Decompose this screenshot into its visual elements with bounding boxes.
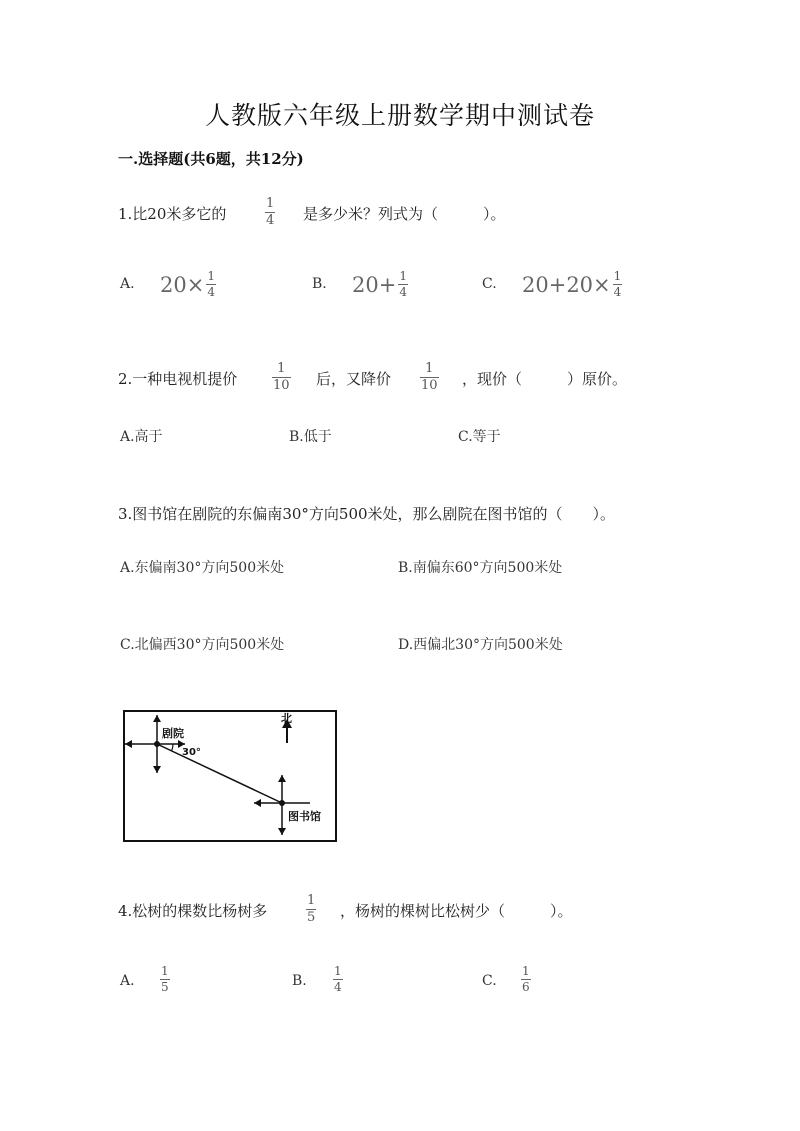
- arrow-north-icon: [278, 775, 286, 782]
- section-heading: 一.选择题(共6题，共12分): [118, 150, 304, 168]
- fraction-numerator: 1: [613, 269, 622, 283]
- fraction-numerator: 1: [161, 964, 169, 978]
- expression-fraction: [613, 270, 623, 299]
- option-c[interactable]: C.北偏西30°方向500米处: [120, 637, 285, 653]
- direction-diagram: [122, 709, 340, 845]
- fraction-denominator: 4: [207, 285, 215, 299]
- question-1-text-end: 是多少米？列式为（ ）。: [303, 205, 506, 223]
- option-b-label[interactable]: B.: [312, 276, 327, 292]
- fraction-denominator: 5: [161, 980, 169, 994]
- fraction-numerator: 1: [277, 361, 286, 376]
- arrow-west-icon: [254, 799, 261, 807]
- option-c-label[interactable]: C.: [482, 973, 497, 989]
- question-1-fraction: [265, 197, 275, 228]
- theater-label: 剧院: [162, 727, 184, 740]
- option-b[interactable]: B.低于: [289, 429, 332, 445]
- expression-fraction: [398, 270, 408, 299]
- angle-arc: [172, 744, 174, 751]
- option-a-label[interactable]: A.: [120, 973, 135, 989]
- question-2-text-middle: 后，又降价: [316, 370, 392, 388]
- theater-library-line: [157, 744, 282, 803]
- page-title: 人教版六年级上册数学期中测试卷: [204, 101, 595, 130]
- fraction-numerator: 1: [307, 893, 316, 908]
- option-b-expression[interactable]: [352, 270, 408, 299]
- expression-fraction: [206, 270, 216, 299]
- fraction-numerator: 1: [425, 361, 434, 376]
- fraction-numerator: 1: [399, 269, 407, 283]
- fraction-denominator: 10: [421, 378, 438, 393]
- fraction-denominator: 5: [307, 910, 316, 925]
- arrow-south-icon: [153, 766, 161, 773]
- expression-integer-part: 20×: [160, 272, 205, 297]
- fraction-denominator: 4: [334, 980, 342, 994]
- option-a-expression[interactable]: [160, 270, 216, 299]
- fraction-numerator: 1: [334, 964, 342, 978]
- option-c-fraction[interactable]: [521, 965, 531, 994]
- option-a[interactable]: A.东偏南30°方向500米处: [120, 560, 285, 576]
- question-2-text-start: 2.一种电视机提价: [118, 370, 238, 388]
- option-b-fraction[interactable]: [333, 965, 343, 994]
- fraction-numerator: 1: [266, 196, 275, 211]
- option-a-label[interactable]: A.: [120, 276, 135, 292]
- fraction-denominator: 4: [266, 213, 275, 228]
- question-4-text-end: ，杨树的棵树比松树少（ ）。: [340, 902, 573, 920]
- expression-integer-part: 20+20×: [522, 272, 611, 297]
- question-2-fraction-1: [272, 362, 291, 393]
- option-b-label[interactable]: B.: [292, 973, 307, 989]
- question-1-text-start: 1.比20米多它的: [118, 205, 227, 223]
- question-2-fraction-2: [420, 362, 439, 393]
- fraction-denominator: 6: [522, 980, 530, 994]
- option-a-fraction[interactable]: [160, 965, 170, 994]
- fraction-numerator: 1: [522, 964, 530, 978]
- question-3-text: 3.图书馆在剧院的东偏南30°方向500米处，那么剧院在图书馆的（ ）。: [118, 505, 616, 523]
- arrow-south-icon: [278, 828, 286, 835]
- arrow-west-icon: [125, 740, 132, 748]
- option-c-label[interactable]: C.: [482, 276, 497, 292]
- question-4-fraction: [306, 894, 316, 925]
- fraction-denominator: 4: [613, 285, 622, 299]
- option-d[interactable]: D.西偏北30°方向500米处: [398, 637, 563, 653]
- option-c[interactable]: C.等于: [458, 429, 501, 445]
- option-b[interactable]: B.南偏东60°方向500米处: [398, 560, 563, 576]
- fraction-numerator: 1: [207, 269, 215, 283]
- option-c-expression[interactable]: [522, 270, 622, 299]
- arrow-north-icon: [153, 715, 161, 722]
- option-a[interactable]: A.高于: [120, 429, 163, 445]
- library-label: 图书馆: [288, 810, 321, 823]
- question-4-text-start: 4.松树的棵数比杨树多: [118, 902, 268, 920]
- fraction-denominator: 10: [273, 378, 290, 393]
- angle-label: 30°: [182, 747, 201, 758]
- fraction-denominator: 4: [399, 285, 407, 299]
- north-label: 北: [281, 712, 292, 725]
- question-2-text-end: ，现价（ ）原价。: [462, 370, 628, 388]
- expression-integer-part: 20+: [352, 272, 397, 297]
